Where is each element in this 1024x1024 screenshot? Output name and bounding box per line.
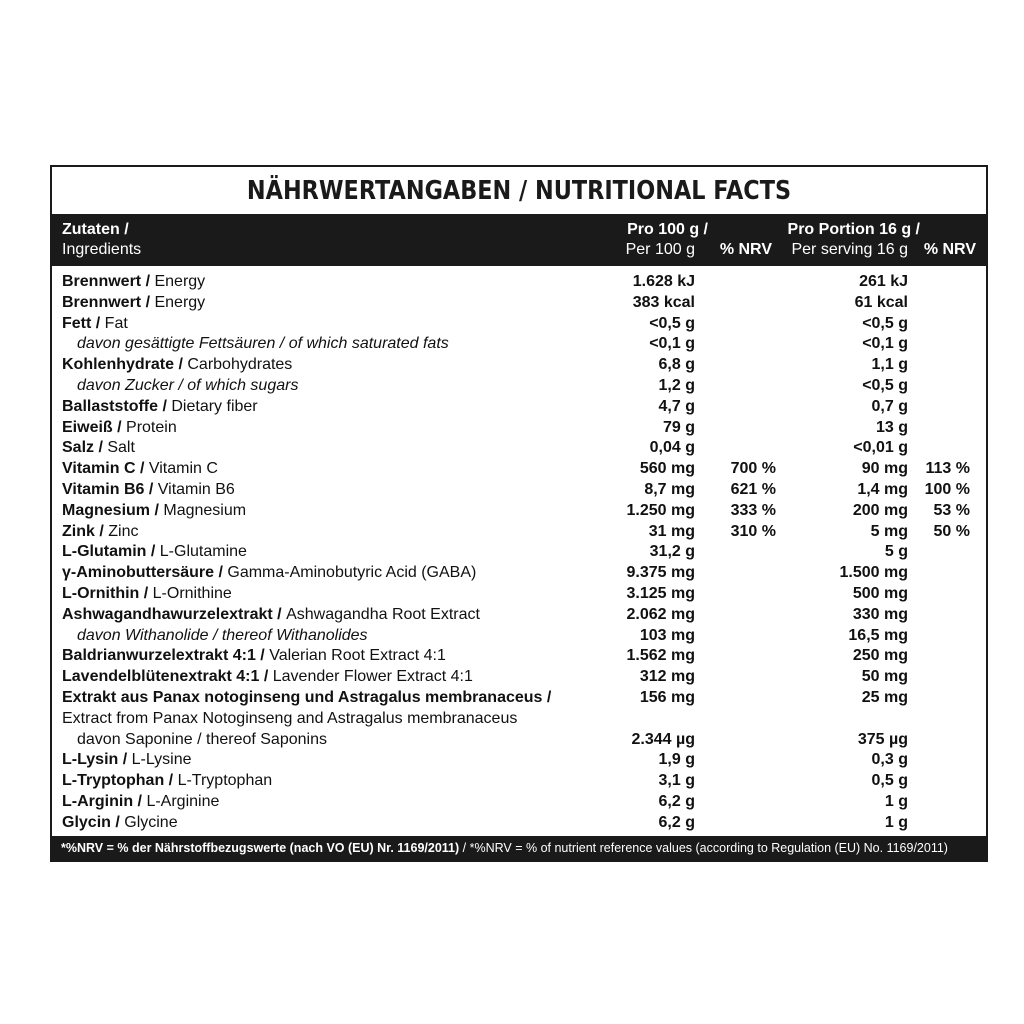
value-per-serving: <0,1 g [862, 335, 908, 353]
value-per-serving: 50 mg [861, 668, 908, 686]
table-row [52, 605, 986, 626]
value-per-100g: 6,2 g [658, 792, 695, 810]
header-nrv-serving: % NRV [923, 241, 976, 258]
table-row [52, 293, 986, 314]
nutrient-name-en: Energy [154, 293, 206, 311]
nutrient-name-de: L-Glutamin [62, 543, 147, 561]
nutrient-name-en: Carbohydrates [187, 356, 293, 374]
table-row [52, 730, 986, 751]
value-per-100g: 1.628 kJ [632, 273, 695, 290]
nutrient-name [62, 314, 128, 335]
table-row [52, 813, 986, 834]
nutrient-name-de: Vitamin B6 [62, 480, 145, 498]
nutrient-name [62, 522, 138, 543]
nutrient-name-de: Salz [62, 439, 95, 457]
nutrient-name-en: Vitamin C [148, 460, 218, 478]
value-per-100g: 1,9 g [658, 751, 695, 769]
nutrient-name [62, 605, 480, 626]
nutrient-name-de: Brennwert [62, 273, 142, 290]
value-per-serving: 330 mg [852, 605, 908, 623]
nutrient-name [62, 750, 192, 771]
name-separator: / [255, 647, 270, 665]
name-separator: / [94, 522, 109, 540]
nutrient-name-de: γ-Aminobuttersäure [62, 564, 215, 582]
value-per-serving: 61 kcal [854, 293, 908, 311]
name-separator: / [135, 460, 149, 478]
nutrient-name-en: Dietary fiber [171, 397, 258, 415]
table-row [52, 584, 986, 605]
nrv-per-serving: 113 % [925, 460, 970, 478]
footnote-rest: / *%NRV = % of nutrient reference values (according to Regulation (EU) No. 1169/2011) [459, 841, 948, 855]
nutrient-name-en: Magnesium [163, 501, 247, 519]
table-row [52, 334, 986, 355]
nutrient-name [62, 542, 247, 563]
table-row [52, 501, 986, 522]
value-per-serving: <0,01 g [853, 439, 908, 457]
header-serving-de: Pro Portion 16 g / [787, 221, 920, 238]
name-separator: / [110, 813, 125, 831]
nutrient-name [62, 459, 218, 480]
table-header [52, 214, 986, 266]
value-per-serving: 1 g [884, 792, 908, 810]
header-nrv100: % NRV [719, 241, 772, 258]
name-separator: / [91, 314, 105, 332]
value-per-100g: 383 kcal [632, 293, 695, 311]
nutrient-name-en: Salt [107, 439, 135, 457]
nutrient-name-en: L-Ornithine [152, 584, 232, 602]
table-row [52, 376, 986, 397]
nutrient-name [62, 792, 219, 813]
nutrient-rows [52, 266, 986, 834]
table-row [52, 438, 986, 459]
value-per-serving: 200 mg [852, 501, 908, 519]
value-per-serving: 250 mg [852, 647, 908, 665]
nutrient-name [62, 293, 205, 314]
value-per-100g: 1.250 mg [626, 501, 695, 519]
value-per-100g: 103 mg [639, 626, 695, 644]
nutrient-name [62, 418, 177, 439]
table-row [52, 563, 986, 584]
value-per-100g: 6,8 g [658, 356, 695, 374]
name-separator: / [259, 668, 273, 686]
name-separator: / [150, 501, 164, 519]
nutrient-name [62, 272, 205, 293]
value-per-100g: 3.125 mg [626, 584, 695, 602]
value-per-100g: 31,2 g [649, 543, 695, 561]
label-title: NÄHRWERTANGABEN / NUTRITIONAL FACTS [246, 175, 792, 206]
nutrient-name [62, 667, 473, 688]
header-per100-de: Pro 100 g / [627, 221, 708, 238]
table-row [52, 750, 986, 771]
table-row [52, 459, 986, 480]
nutrient-name-de: L-Tryptophan [62, 772, 165, 790]
value-per-serving: 16,5 mg [848, 626, 908, 644]
value-per-serving: 13 g [875, 418, 908, 436]
name-separator: / [133, 792, 147, 810]
nrv-per-100g: 310 % [730, 522, 776, 540]
nutrient-name-en: Fat [104, 314, 128, 332]
nutrition-label [50, 165, 988, 862]
value-per-100g: 9.375 mg [626, 564, 695, 582]
nrv-per-100g: 621 % [730, 480, 776, 498]
footnote-bold: *%NRV = % der Nährstoffbezugswerte (nach VO (EU) Nr. 1169/2011) [61, 841, 460, 855]
nutrient-name-de: L-Ornithin [62, 584, 140, 602]
value-per-100g: 560 mg [639, 460, 695, 478]
nutrient-name-de: Vitamin C [62, 460, 136, 478]
value-per-100g: 2.344 µg [631, 730, 695, 748]
nutrient-name [62, 563, 476, 584]
value-per-100g: 8,7 mg [644, 480, 695, 498]
header-ingredients-en: Ingredients [62, 241, 142, 258]
nutrient-name [62, 397, 258, 418]
value-per-100g: 31 mg [648, 522, 695, 540]
value-per-serving: 90 mg [861, 460, 908, 478]
nutrient-name: davon Withanolide / thereof Withanolides [77, 626, 368, 644]
table-row [52, 667, 986, 688]
nutrient-name-de: L-Lysin [62, 751, 119, 769]
value-per-100g: 6,2 g [658, 813, 695, 831]
nutrient-name-de: Magnesium [62, 501, 151, 519]
nutrient-name [62, 480, 235, 501]
nutrient-name: Extract from Panax Notoginseng and Astragalus membranaceus [62, 709, 518, 727]
name-separator: / [94, 439, 108, 457]
nutrient-name [62, 688, 551, 709]
value-per-serving: 1,4 mg [857, 480, 908, 498]
value-per-100g: 3,1 g [658, 772, 695, 790]
value-per-100g: 4,7 g [658, 397, 695, 415]
value-per-serving: 375 µg [857, 730, 908, 748]
name-separator: / [164, 772, 178, 790]
nutrient-name-de: Baldrianwurzelextrakt 4:1 [62, 647, 256, 665]
nutrient-name [62, 438, 135, 459]
name-separator: / [141, 293, 155, 311]
table-row [52, 480, 986, 501]
name-separator: / [174, 356, 188, 374]
nutrient-name [62, 646, 446, 667]
value-per-serving: 261 kJ [859, 273, 908, 290]
name-separator: / [146, 543, 160, 561]
value-per-serving: 500 mg [852, 584, 908, 602]
table-row [52, 522, 986, 543]
nutrient-name: davon Saponine / thereof Saponins [77, 730, 327, 748]
nutrient-name-en: Ashwagandha Root Extract [286, 605, 480, 623]
nutrient-name-en: Zinc [108, 522, 139, 540]
value-per-serving: 1 g [884, 813, 908, 831]
table-row [52, 709, 986, 730]
nutrient-name-de: Ashwagandhawurzelextrakt [62, 605, 273, 623]
table-row [52, 355, 986, 376]
value-per-100g: 2.062 mg [626, 605, 695, 623]
header-ingredients-de: Zutaten / [62, 221, 129, 238]
nutrient-name-de: Extrakt aus Panax notoginseng und Astragalus membranaceus / [62, 688, 552, 706]
footnote [52, 836, 986, 860]
table-row [52, 542, 986, 563]
value-per-serving: 1.500 mg [839, 564, 908, 582]
nutrient-name-en: Glycine [124, 813, 178, 831]
value-per-100g: 312 mg [639, 668, 695, 686]
value-per-serving: 1,1 g [871, 356, 908, 374]
value-per-100g: 79 g [662, 418, 695, 436]
value-per-serving: 5 g [884, 543, 908, 561]
table-row [52, 626, 986, 647]
table-row [52, 646, 986, 667]
nutrient-name-de: Glycin [62, 813, 111, 831]
nutrient-name [62, 355, 292, 376]
nutrient-name-de: Fett [62, 314, 92, 332]
value-per-100g: 1,2 g [658, 376, 695, 394]
nutrient-name-de: Zink [62, 522, 95, 540]
header-serving-en: Per serving 16 g [791, 241, 908, 258]
nutrient-name-de: Ballaststoffe [62, 397, 159, 415]
table-row [52, 314, 986, 335]
value-per-100g: <0,1 g [649, 335, 695, 353]
value-per-serving: 0,7 g [871, 397, 908, 415]
table-row [52, 272, 986, 293]
table-row [52, 771, 986, 792]
nutrient-name-de: Kohlenhydrate [62, 356, 175, 374]
value-per-100g: 0,04 g [649, 439, 695, 457]
value-per-100g: 1.562 mg [626, 647, 695, 665]
table-row [52, 792, 986, 813]
nutrient-name-en: Vitamin B6 [157, 480, 235, 498]
nutrient-name-en: Gamma-Aminobutyric Acid (GABA) [227, 564, 477, 582]
value-per-serving: <0,5 g [862, 314, 908, 332]
nutrient-name-en: L-Glutamine [159, 543, 247, 561]
nutrient-name-en: Energy [154, 273, 206, 290]
value-per-serving: 25 mg [861, 688, 908, 706]
name-separator: / [141, 273, 155, 290]
value-per-100g: 156 mg [639, 688, 695, 706]
nutrient-name [62, 813, 178, 834]
value-per-serving: 0,3 g [871, 751, 908, 769]
nutrient-name [62, 501, 246, 522]
nutrient-name-de: Eiweiß [62, 418, 113, 436]
nrv-per-100g: 333 % [730, 501, 776, 519]
nutrient-name-en: Valerian Root Extract 4:1 [269, 647, 446, 665]
name-separator: / [144, 480, 158, 498]
value-per-serving: 5 mg [870, 522, 908, 540]
nutrient-name-de: Brennwert [62, 293, 142, 311]
nutrient-name-en: L-Tryptophan [177, 772, 273, 790]
nutrient-name-en: L-Arginine [146, 792, 220, 810]
name-separator: / [112, 418, 127, 436]
nutrient-name-en: Lavender Flower Extract 4:1 [272, 668, 473, 686]
nutrient-name [62, 584, 232, 605]
table-row [52, 397, 986, 418]
name-separator: / [118, 751, 132, 769]
nutrient-name-de: L-Arginin [62, 792, 134, 810]
nutrient-name: davon gesättigte Fettsäuren / of which saturated fats [77, 335, 449, 353]
nutrient-name-de: Lavendelblütenextrakt 4:1 [62, 668, 260, 686]
table-row [52, 688, 986, 709]
name-separator: / [158, 397, 172, 415]
nutrient-name-en: L-Lysine [131, 751, 192, 769]
header-per100-en: Per 100 g [625, 241, 695, 258]
nutrient-name: davon Zucker / of which sugars [77, 376, 299, 394]
value-per-100g: <0,5 g [649, 314, 695, 332]
value-per-serving: <0,5 g [862, 376, 908, 394]
nrv-per-serving: 53 % [933, 501, 970, 519]
value-per-serving: 0,5 g [871, 772, 908, 790]
table-row [52, 418, 986, 439]
name-separator: / [139, 584, 153, 602]
nrv-per-serving: 100 % [924, 480, 970, 498]
nrv-per-serving: 50 % [933, 522, 970, 540]
nrv-per-100g: 700 % [730, 460, 776, 478]
name-separator: / [214, 564, 228, 582]
nutrient-name [62, 771, 272, 792]
name-separator: / [272, 605, 287, 623]
nutrient-name-en: Protein [126, 418, 177, 436]
